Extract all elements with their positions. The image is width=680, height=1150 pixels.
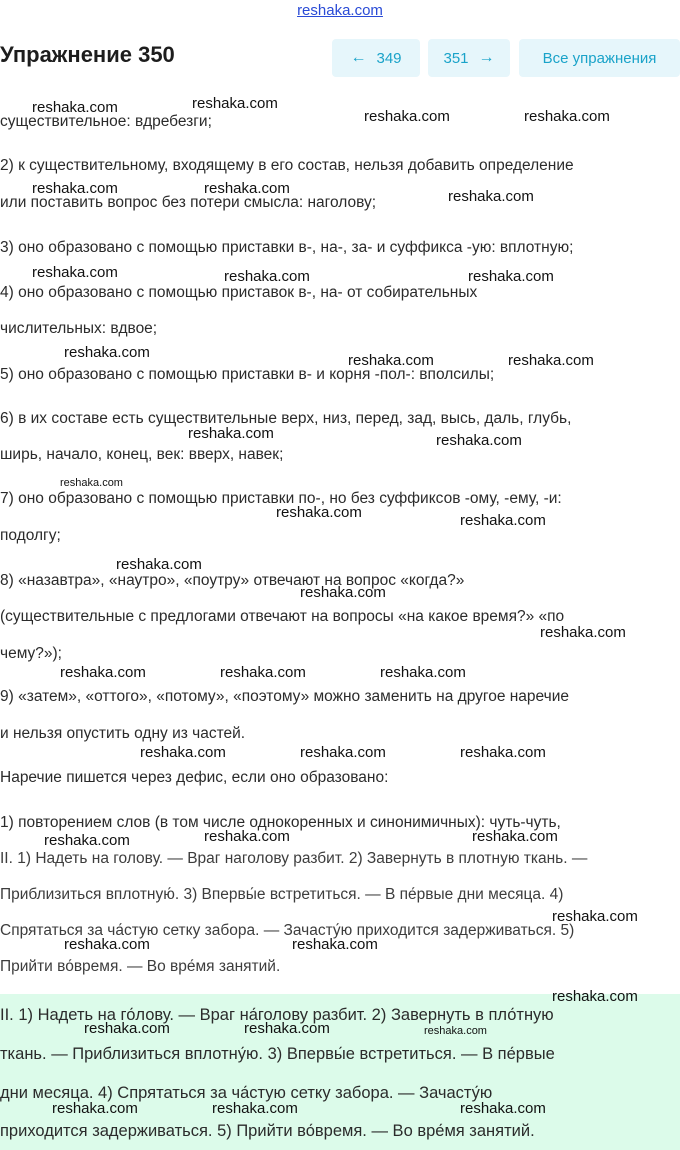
watermark: reshaka.com <box>508 352 594 369</box>
watermark: reshaka.com <box>44 832 130 849</box>
text-line: или поставить вопрос без потери смысла: наголову; <box>0 194 377 211</box>
prev-exercise-button[interactable] <box>332 39 420 77</box>
watermark: reshaka.com <box>448 188 534 205</box>
all-exercises-button[interactable] <box>519 39 680 77</box>
watermark: reshaka.com <box>64 936 150 953</box>
watermark: reshaka.com <box>468 268 554 285</box>
text-line: Спрятаться за ча́стую сетку забора. — Зачасту́ю приходится задерживаться. 5) <box>0 922 575 939</box>
watermark: reshaka.com <box>276 504 362 521</box>
text-line: чему?»); <box>0 645 62 662</box>
watermark: reshaka.com <box>220 664 306 681</box>
text-line: 1) повторением слов (в том числе однокоренных и синонимичных): чуть-чуть, <box>0 814 561 831</box>
text-line: числительных: вдвое; <box>0 320 158 337</box>
watermark: reshaka.com <box>524 108 610 125</box>
watermark: reshaka.com <box>364 108 450 125</box>
text-line: 6) в их составе есть существительные верх, низ, перед, зад, высь, даль, глубь, <box>0 410 572 427</box>
arrow-right-icon: → <box>478 49 495 66</box>
watermark: reshaka.com <box>64 344 150 361</box>
text-line: (существительные с предлогами отвечают на вопросы «на какое время?» «по <box>0 608 565 625</box>
watermark: reshaka.com <box>292 936 378 953</box>
watermark: reshaka.com <box>380 664 466 681</box>
next-exercise-label: 351 <box>443 49 469 67</box>
watermark: reshaka.com <box>204 828 290 845</box>
text-line: 4) оно образовано с помощью приставок в-, на- от собирательных <box>0 284 478 301</box>
all-exercises-label: Все упражнения <box>542 49 657 67</box>
answer-line: приходится задерживаться. 5) Прийти во́время. — Во вре́мя занятий. <box>0 1122 535 1140</box>
watermark: reshaka.com <box>224 268 310 285</box>
text-line: подолгу; <box>0 527 61 544</box>
watermark: reshaka.com <box>472 828 558 845</box>
text-line: Прийти во́время. — Во вре́мя занятий. <box>0 958 281 975</box>
watermark: reshaka.com <box>552 988 638 1005</box>
watermark: reshaka.com <box>300 744 386 761</box>
watermark: reshaka.com <box>212 1100 298 1117</box>
watermark: reshaka.com <box>540 624 626 641</box>
prev-exercise-label: 349 <box>376 49 402 67</box>
watermark: reshaka.com <box>436 432 522 449</box>
watermark: reshaka.com <box>140 744 226 761</box>
next-exercise-button[interactable] <box>428 39 510 77</box>
text-line: 8) «назавтра», «наутро», «поутру» отвечают на вопрос «когда?» <box>0 572 465 589</box>
watermark: reshaka.com <box>552 908 638 925</box>
text-line: 5) оно образовано с помощью приставки в- и корня -пол-: вполсилы; <box>0 366 495 383</box>
answer-line: II. 1) Надеть на го́лову. — Враг на́голову разбит. 2) Завернуть в пло́тную <box>0 1006 554 1024</box>
text-line: 9) «затем», «оттого», «потому», «поэтому» можно заменить на другое наречие <box>0 688 570 705</box>
watermark: reshaka.com <box>32 180 118 197</box>
text-line: 3) оно образовано с помощью приставки в-, на-, за- и суффикса -ую: вплотную; <box>0 239 574 256</box>
answer-box <box>0 994 680 1150</box>
text-line: существительное: вдребезги; <box>0 113 212 130</box>
watermark: reshaka.com <box>84 1020 170 1037</box>
watermark: reshaka.com <box>244 1020 330 1037</box>
text-line: Приблизиться вплотную́. 3) Впервы́е встретиться. — В пе́рвые дни месяца. 4) <box>0 886 564 903</box>
answer-line: ткань. — Приблизиться вплотну́ю. 3) Впервы́е встретиться. — В пе́рвые <box>0 1045 555 1063</box>
watermark: reshaka.com <box>424 1025 487 1037</box>
text-line: ширь, начало, конец, век: вверх, навек; <box>0 446 284 463</box>
text-line: и нельзя опустить одну из частей. <box>0 725 246 742</box>
page-title: Упражнение 350 <box>0 42 175 67</box>
text-line: II. 1) Надеть на голову. — Враг наголову разбит. 2) Завернуть в плотную ткань. — <box>0 850 588 867</box>
watermark: reshaka.com <box>32 99 118 116</box>
watermark: reshaka.com <box>460 1100 546 1117</box>
watermark: reshaka.com <box>116 556 202 573</box>
answer-line: дни месяца. 4) Спрятаться за ча́стую сетку забора. — Зачасту́ю <box>0 1084 493 1102</box>
watermark: reshaka.com <box>300 584 386 601</box>
arrow-left-icon: ← <box>350 49 367 66</box>
watermark: reshaka.com <box>52 1100 138 1117</box>
text-line: 7) оно образовано с помощью приставки по-, но без суффиксов -ому, -ему, -и: <box>0 490 562 507</box>
watermark: reshaka.com <box>192 95 278 112</box>
watermark: reshaka.com <box>32 264 118 281</box>
watermark: reshaka.com <box>204 180 290 197</box>
watermark: reshaka.com <box>60 477 123 489</box>
watermark: reshaka.com <box>60 664 146 681</box>
text-line: 2) к существительному, входящему в его состав, нельзя добавить определение <box>0 157 574 174</box>
site-link[interactable]: reshaka.com <box>297 2 383 19</box>
watermark: reshaka.com <box>348 352 434 369</box>
watermark: reshaka.com <box>460 512 546 529</box>
text-line: Наречие пишется через дефис, если оно образовано: <box>0 769 389 786</box>
watermark: reshaka.com <box>460 744 546 761</box>
watermark: reshaka.com <box>188 425 274 442</box>
